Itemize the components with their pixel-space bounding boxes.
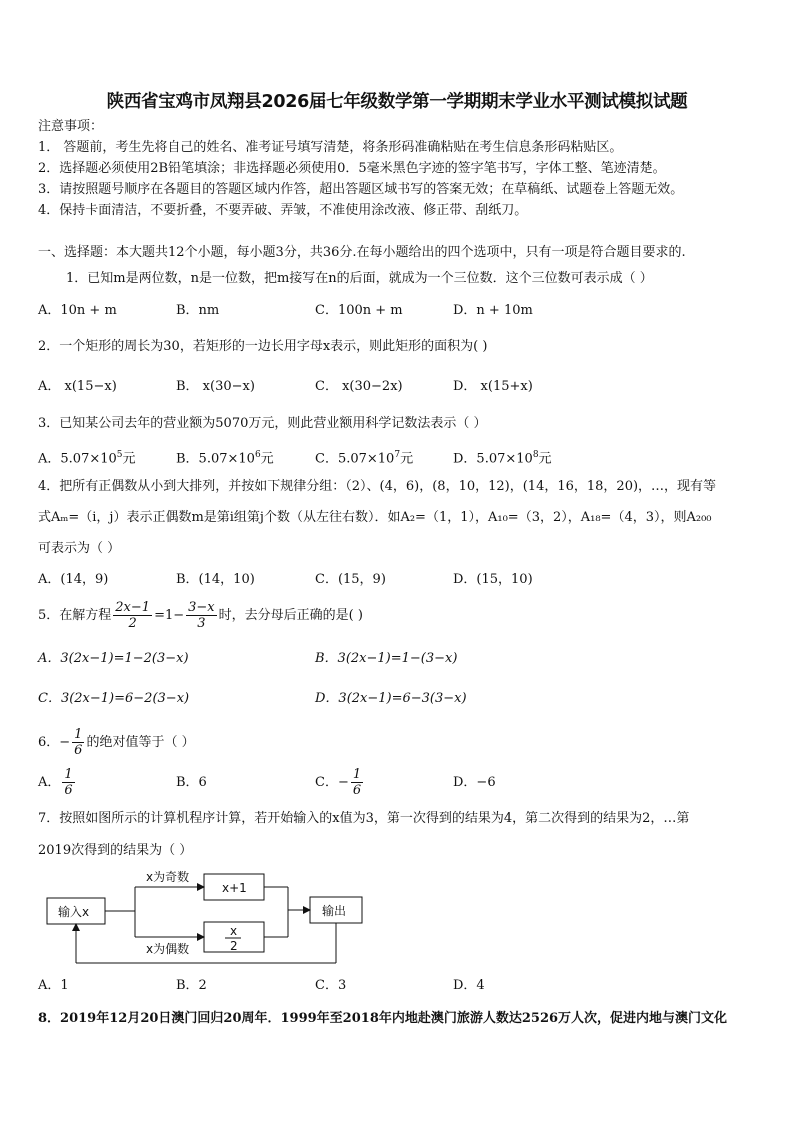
q3-b-exp: 6: [254, 450, 261, 460]
q4-option-c: C．(15，9): [315, 572, 386, 587]
q1-stem: 1．已知m是两位数，n是一位数，把m接写在n的后面，就成为一个三位数．这个三位数可表示成（ ）: [66, 271, 653, 286]
q6-frac-num: 1: [74, 727, 83, 742]
q2-option-c: C． x(30−2x): [315, 379, 403, 394]
q4-line-1: 4．把所有正偶数从小到大排列，并按如下规律分组：（2）、(4，6)，(8，10，12)，(14，16，18，20)，…，现有等: [38, 479, 717, 494]
q6-pre: 6．−: [38, 735, 71, 750]
note-item-2: 2．选择题必须使用2B铅笔填涂；非选择题必须使用0．5毫米黑色字迹的签字笔书写，字体工整、笔迹清楚。: [38, 161, 666, 176]
q3-a-base: A．5.07×10: [38, 451, 117, 467]
flow-odd-op: x+1: [222, 881, 247, 895]
q4-option-a: A．(14，9): [38, 572, 109, 587]
q1-option-c: C．100n + m: [315, 303, 403, 318]
q6-a-den: 6: [64, 783, 73, 798]
q6-option-c: [315, 767, 365, 798]
q1-option-d: D．n + 10m: [453, 303, 533, 318]
q5-frac1-den: 2: [128, 616, 137, 631]
q4-line-2: 式Aₘ=（i，j）表示正偶数m是第i组第j个数（从左往右数）．如A₂=（1，1），A₁₀=（3，2），A₁₈=（4，3），则A₂₀₀: [38, 510, 712, 525]
q1-option-a: A．10n + m: [38, 303, 117, 318]
q5-frac2-num: 3−x: [188, 600, 215, 615]
q7-line-1: 7．按照如图所示的计算机程序计算，若开始输入的x值为3，第一次得到的结果为4，第二次得到的结果为2，…第: [38, 811, 690, 826]
q7-flowchart: [38, 860, 378, 970]
q3-option-c: [315, 446, 413, 468]
q7-option-a: A．1: [38, 978, 69, 993]
q5-option-a: A．3(2x−1)=1−2(3−x): [38, 651, 189, 666]
q3-d-exp: 8: [532, 450, 539, 460]
q5-stem: [38, 600, 363, 631]
q3-option-a: [38, 446, 136, 468]
q6-c-label: C．−: [315, 775, 349, 790]
q3-option-d: [453, 446, 552, 468]
q5-mid: =1−: [154, 608, 185, 623]
q7-option-d: D．4: [453, 978, 485, 993]
q2-option-d: D． x(15+x): [453, 379, 533, 394]
flow-output-label: 输出: [322, 904, 347, 918]
q6-option-b: B．6: [176, 775, 207, 790]
q6-a-fraction: [62, 767, 74, 798]
flow-even-den: 2: [230, 939, 238, 953]
q4-line-3: 可表示为（ ）: [38, 541, 121, 556]
q3-c-exp: 7: [394, 450, 401, 460]
q7-option-c: C．3: [315, 978, 347, 993]
q3-option-b: [176, 446, 274, 468]
q3-d-base: D．5.07×10: [453, 451, 533, 467]
q1-option-b: B．nm: [176, 303, 220, 318]
q4-option-d: D．(15，10): [453, 572, 533, 587]
q4-option-b: B．(14，10): [176, 572, 255, 587]
q3-b-base: B．5.07×10: [176, 451, 255, 467]
q3-d-unit: 元: [538, 451, 552, 467]
q3-a-exp: 5: [116, 450, 123, 460]
q8-line-1: 8．2019年12月20日澳门回归20周年．1999年至2018年内地赴澳门旅游人数达2526万人次，促进内地与澳门文化: [38, 1011, 728, 1026]
q5-fraction-1: [113, 600, 152, 631]
q6-c-den: 6: [352, 783, 362, 798]
flow-input-label: 输入x: [58, 905, 90, 919]
q6-frac-den: 6: [74, 743, 83, 758]
q5-option-b: B．3(2x−1)=1−(3−x): [315, 651, 458, 666]
q5-option-d: D．3(2x−1)=6−3(3−x): [315, 691, 467, 706]
q3-c-base: C．5.07×10: [315, 451, 395, 467]
q3-b-unit: 元: [260, 451, 274, 467]
q6-c-num: 1: [352, 767, 362, 782]
note-item-3: 3．请按照题号顺序在各题目的答题区域内作答，超出答题区域书写的答案无效；在草稿纸、试题卷上答题无效。: [38, 182, 684, 197]
q6-c-fraction: [351, 767, 363, 798]
q6-post: 的绝对值等于（ ）: [86, 735, 195, 750]
q2-option-b: B． x(30−x): [176, 379, 255, 394]
q5-frac2-den: 3: [197, 616, 206, 631]
q2-stem: 2．一个矩形的周长为30，若矩形的一边长用字母x表示，则此矩形的面积为( ): [38, 339, 488, 354]
section-1-heading: 一、选择题：本大题共12个小题，每小题3分，共36分.在每小题给出的四个选项中，只有一项是符合题目要求的.: [38, 245, 686, 260]
q6-a-num: 1: [64, 767, 73, 782]
flow-even-num: x: [230, 924, 238, 938]
q2-option-a: A． x(15−x): [38, 379, 117, 394]
q6-option-d: D．−6: [453, 775, 496, 790]
q5-option-c: C．3(2x−1)=6−2(3−x): [38, 691, 190, 706]
flow-even-condition: x为偶数: [146, 942, 190, 956]
note-item-4: 4．保持卡面清洁，不要折叠，不要弄破、弄皱，不准使用涂改液、修正带、刮纸刀。: [38, 203, 528, 218]
q6-stem: [38, 727, 195, 758]
flow-odd-condition: x为奇数: [146, 870, 190, 884]
q5-pre: 5．在解方程: [38, 608, 112, 623]
q5-frac1-num: 2x−1: [115, 600, 151, 615]
q7-option-b: B．2: [176, 978, 207, 993]
q5-fraction-2: [186, 600, 217, 631]
q6-option-a: [38, 767, 77, 798]
q6-fraction: [72, 727, 84, 758]
q3-c-unit: 元: [400, 451, 414, 467]
q6-a-label: A．: [38, 775, 61, 790]
notes-heading: 注意事项：: [38, 119, 104, 134]
q7-line-2: 2019次得到的结果为（ ）: [38, 843, 193, 858]
q3-a-unit: 元: [122, 451, 136, 467]
exam-title: 陕西省宝鸡市凤翔县2026届七年级数学第一学期期末学业水平测试模拟试题: [106, 92, 688, 112]
note-item-1: 1． 答题前，考生先将自己的姓名、准考证号填写清楚，将条形码准确粘贴在考生信息条形码粘贴区。: [38, 140, 623, 155]
q5-post: 时，去分母后正确的是( ): [218, 608, 363, 623]
q3-stem: 3．已知某公司去年的营业额为5070万元，则此营业额用科学记数法表示（ ）: [38, 416, 487, 431]
